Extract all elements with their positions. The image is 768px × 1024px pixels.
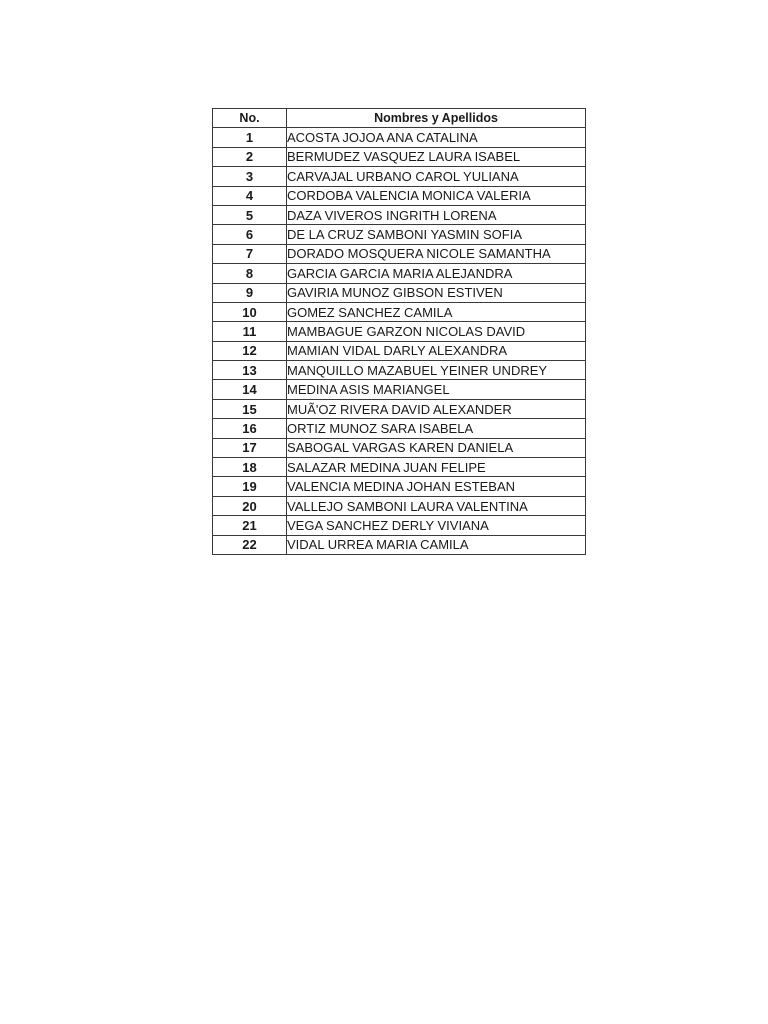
row-name: MEDINA ASIS MARIANGEL: [287, 380, 586, 399]
table-row: [213, 341, 586, 360]
table-row: [213, 516, 586, 535]
table-row: [213, 205, 586, 224]
table-row: [213, 264, 586, 283]
row-number: 17: [213, 438, 287, 457]
row-name: DE LA CRUZ SAMBONI YASMIN SOFIA: [287, 225, 586, 244]
row-name: DORADO MOSQUERA NICOLE SAMANTHA: [287, 244, 586, 263]
table-row: [213, 244, 586, 263]
table-row: [213, 458, 586, 477]
row-number: 20: [213, 496, 287, 515]
row-number: 10: [213, 302, 287, 321]
table-row: [213, 535, 586, 554]
row-number: 4: [213, 186, 287, 205]
table-row: [213, 283, 586, 302]
row-name: MAMIAN VIDAL DARLY ALEXANDRA: [287, 341, 586, 360]
row-name: GAVIRIA MUNOZ GIBSON ESTIVEN: [287, 283, 586, 302]
row-number: 8: [213, 264, 287, 283]
row-name: BERMUDEZ VASQUEZ LAURA ISABEL: [287, 147, 586, 166]
table-row: [213, 380, 586, 399]
row-name: GOMEZ SANCHEZ CAMILA: [287, 302, 586, 321]
row-name: GARCIA GARCIA MARIA ALEJANDRA: [287, 264, 586, 283]
table-row: [213, 438, 586, 457]
row-name: CORDOBA VALENCIA MONICA VALERIA: [287, 186, 586, 205]
row-name: VEGA SANCHEZ DERLY VIVIANA: [287, 516, 586, 535]
table-row: [213, 186, 586, 205]
column-header-name: Nombres y Apellidos: [287, 109, 586, 128]
table-row: [213, 225, 586, 244]
row-name: MAMBAGUE GARZON NICOLAS DAVID: [287, 322, 586, 341]
row-number: 18: [213, 458, 287, 477]
table-row: [213, 167, 586, 186]
table-row: [213, 147, 586, 166]
row-number: 13: [213, 361, 287, 380]
row-number: 15: [213, 399, 287, 418]
row-name: MANQUILLO MAZABUEL YEINER UNDREY: [287, 361, 586, 380]
row-name: VALENCIA MEDINA JOHAN ESTEBAN: [287, 477, 586, 496]
row-name: VIDAL URREA MARIA CAMILA: [287, 535, 586, 554]
row-number: 19: [213, 477, 287, 496]
row-name: VALLEJO SAMBONI LAURA VALENTINA: [287, 496, 586, 515]
row-number: 6: [213, 225, 287, 244]
table-row: [213, 322, 586, 341]
row-name: DAZA VIVEROS INGRITH LORENA: [287, 205, 586, 224]
row-name: SALAZAR MEDINA JUAN FELIPE: [287, 458, 586, 477]
column-header-number: No.: [213, 109, 287, 128]
table-row: [213, 399, 586, 418]
row-name: CARVAJAL URBANO CAROL YULIANA: [287, 167, 586, 186]
row-number: 2: [213, 147, 287, 166]
table-row: [213, 496, 586, 515]
row-name: ORTIZ MUNOZ SARA ISABELA: [287, 419, 586, 438]
row-name: SABOGAL VARGAS KAREN DANIELA: [287, 438, 586, 457]
row-name: ACOSTA JOJOA ANA CATALINA: [287, 128, 586, 147]
row-number: 22: [213, 535, 287, 554]
table-row: [213, 302, 586, 321]
student-roster-table: [212, 108, 586, 555]
table-row: [213, 128, 586, 147]
row-number: 1: [213, 128, 287, 147]
table-row: [213, 361, 586, 380]
row-name: MUÃ'OZ RIVERA DAVID ALEXANDER: [287, 399, 586, 418]
row-number: 11: [213, 322, 287, 341]
row-number: 3: [213, 167, 287, 186]
row-number: 21: [213, 516, 287, 535]
row-number: 16: [213, 419, 287, 438]
row-number: 5: [213, 205, 287, 224]
row-number: 7: [213, 244, 287, 263]
table-row: [213, 419, 586, 438]
table-header-row: [213, 109, 586, 128]
row-number: 9: [213, 283, 287, 302]
table-row: [213, 477, 586, 496]
row-number: 14: [213, 380, 287, 399]
row-number: 12: [213, 341, 287, 360]
